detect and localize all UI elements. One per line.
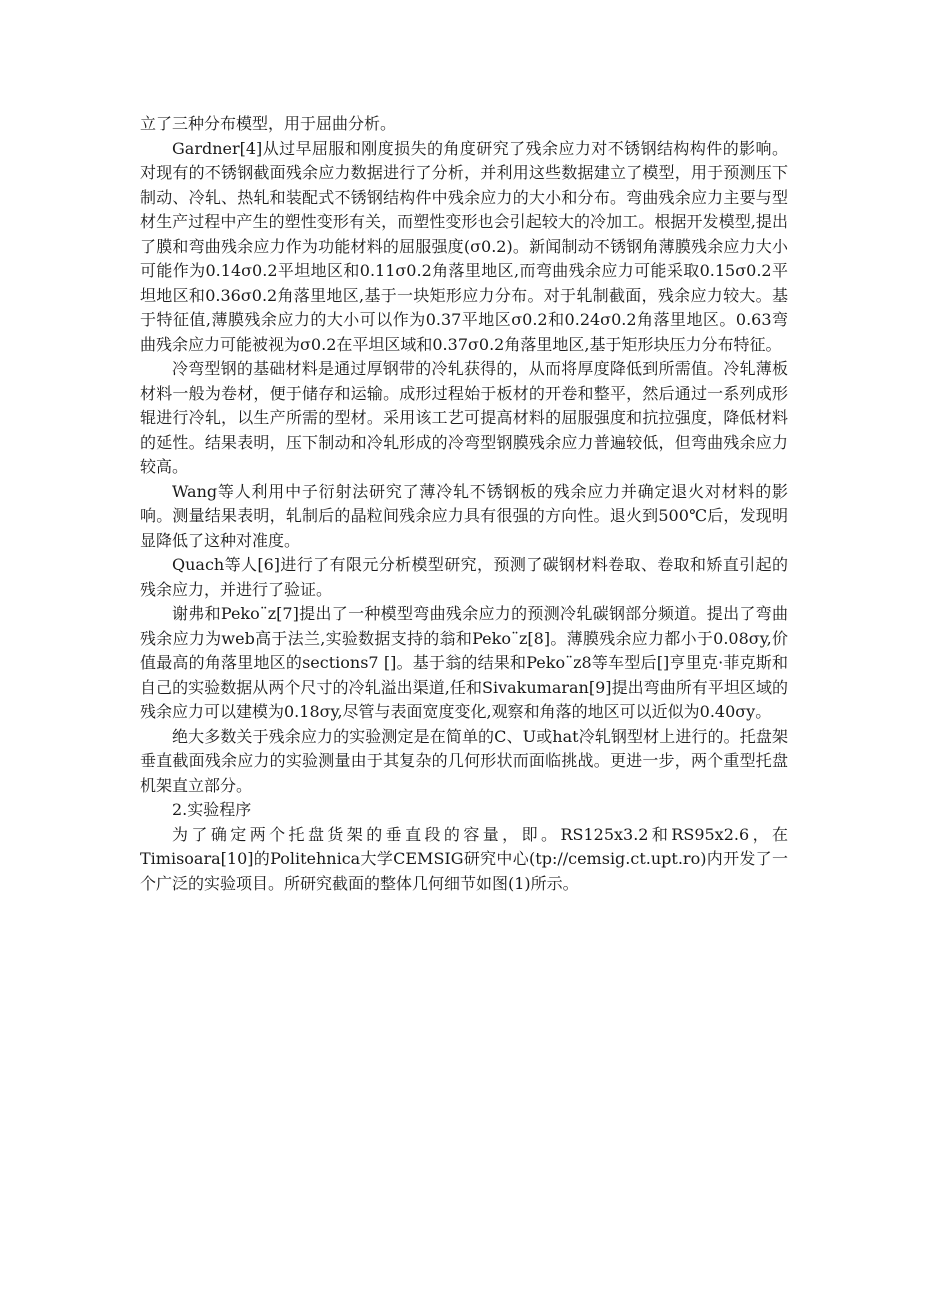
paragraph-cold-formed-steel: 冷弯型钢的基础材料是通过厚钢带的冷轧获得的，从而将厚度降低到所需值。冷轧薄板材料一般为卷材，便于储存和运输。成形过程始于板材的开卷和整平，然后通过一系列成形辊进行冷轧，以生产所需的型材。采用该工艺可提高材料的屈服强度和抗拉强度，降低材料的延性。结果表明，压下制动和冷轧形成的冷弯型钢膜残余应力普遍较低，但弯曲残余应力较高。 [140,359,788,476]
section-heading-experimental-procedure: 2.实验程序 [172,800,252,819]
paragraph-experimental-measurements: 绝大多数关于残余应力的实验测定是在简单的C、U或hat冷轧钢型材上进行的。托盘架垂直截面残余应力的实验测量由于其复杂的几何形状而面临挑战。更进一步，两个重型托盘机架直立部分。 [140,726,788,795]
paragraph-quach: Quach等人[6]进行了有限元分析模型研究，预测了碳钢材料卷取、卷取和矫直引起的残余应力，并进行了验证。 [140,555,788,599]
paragraph-gardner: Gardner[4]从过早屈服和刚度损失的角度研究了残余应力对不锈钢结构构件的影响。对现有的不锈钢截面残余应力数据进行了分析，并利用这些数据建立了模型，用于预测压下制动、冷轧、热轧和装配式不锈钢结构件中残余应力的大小和分布。弯曲残余应力主要与型材生产过程中产生的塑性变形有关，而塑性变形也会引起较大的冷加工。根据开发模型,提出了膜和弯曲残余应力作为功能材料的屈服强度(σ0.2)。新闻制动不锈钢角薄膜残余应力大小可能作为0.14σ0.2平坦地区和0.11σ0.2角落里地区,而弯曲残余应力可能采取0.15σ0.2平坦地区和0.36σ0.2角落里地区,基于一块矩形应力分布。对于轧制截面，残余应力较大。基于特征值,薄膜残余应力的大小可以作为0.37平地区σ0.2和0.24σ0.2角落里地区。0.63弯曲残余应力可能被视为σ0.2在平坦区域和0.37σ0.2角落里地区,基于矩形块压力分布特征。 [140,138,788,354]
paragraph-experimental-program: 为了确定两个托盘货架的垂直段的容量，即。RS125x3.2和RS95x2.6，在Timisoara[10]的Politehnica大学CEMSIG研究中心(tp://cemsig.ct.upt.ro)内开发了一个广泛的实验项目。所研究截面的整体几何细节如图(1)所示。 [140,824,788,893]
paragraph-continuation: 立了三种分布模型，用于屈曲分析。 [140,114,397,133]
paragraph-schafer-pekoz: 谢弗和Peko¨z[7]提出了一种模型弯曲残余应力的预测冷轧碳钢部分频道。提出了弯曲残余应力为web高于法兰,实验数据支持的翁和Peko¨z[8]。薄膜残余应力都小于0.08σy,价值最高的角落里地区的sections7 []。基于翁的结果和Peko¨z8等车型后[]亨里克·菲克斯和自己的实验数据从两个尺寸的冷轧溢出渠道,任和Sivakumaran[9]提出弯曲所有平坦区域的残余应力可以建模为0.18σy,尽管与表面宽度变化,观察和角落的地区可以近似为0.40σy。 [140,604,788,721]
paragraph-wang: Wang等人利用中子衍射法研究了薄冷轧不锈钢板的残余应力并确定退火对材料的影响。测量结果表明，轧制后的晶粒间残余应力具有很强的方向性。退火到500℃后，发现明显降低了这种对准度。 [140,481,788,550]
document-body [140,112,788,896]
